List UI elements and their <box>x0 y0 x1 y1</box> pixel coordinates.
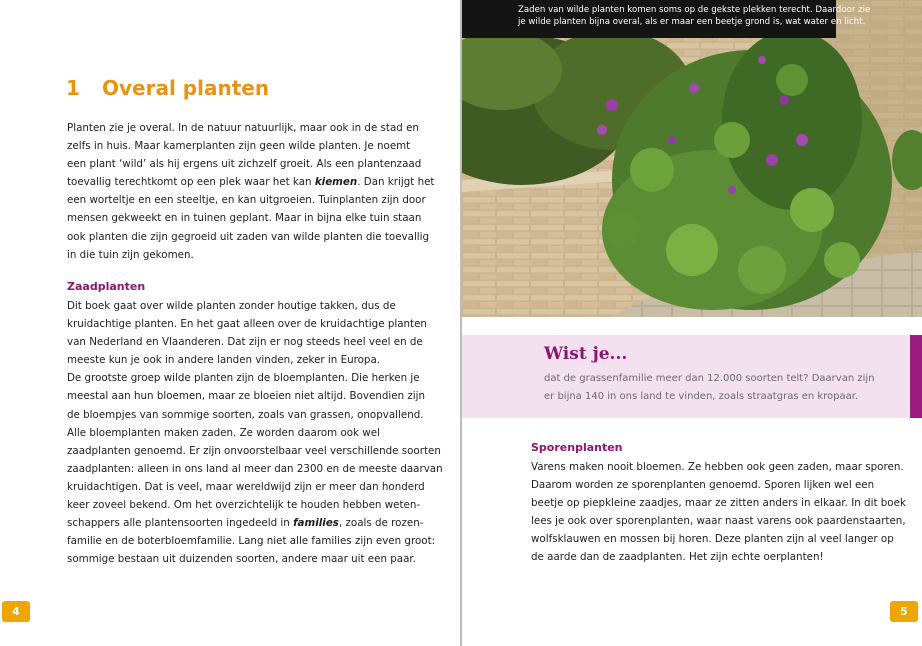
text-segment: schappers alle plantensoorten ingedeeld in <box>67 517 294 530</box>
text-line: mensen gekweekt en in tuinen geplant. Maar in bijna elke tuin staan <box>67 212 422 225</box>
wist-je-title: Wist je... <box>544 344 628 364</box>
text-line: de aarde dan de zaadplanten. Het zijn echte oerplanten! <box>531 551 824 564</box>
page-number-right: 5 <box>890 601 918 622</box>
text-line: meestal aan hun bloemen, maar ze bloeien niet altijd. Bovendien zijn <box>67 390 426 403</box>
text-line: familie en de boterbloemfamilie. Lang niet alle families zijn even groot: <box>67 535 436 548</box>
text-segment: , zoals de rozen- <box>338 517 424 530</box>
caption-line: Zaden van wilde planten komen soms op de gekste plekken terecht. Daardoor zie <box>518 5 871 15</box>
text-line: sommige bestaan uit duizenden soorten, andere maar uit een paar. <box>67 553 416 566</box>
text-line: meeste kun je ook in andere landen vinden, zeker in Europa. <box>67 354 381 367</box>
mallow-plant-photo <box>462 0 922 317</box>
photo-caption <box>462 0 871 38</box>
text-line: een plant ‘wild’ als hij ergens uit zichzelf groeit. Als een plantenzaad <box>67 158 422 171</box>
intro-paragraph <box>67 119 434 264</box>
photo-illustration <box>462 0 922 317</box>
text-segment: toevallig terechtkomt op een plek waar het kan <box>67 176 315 189</box>
text-line: beetje op piepkleine zaadjes, maar ze zitten anders in elkaar. In dit boek <box>531 497 906 510</box>
sporenplanten-paragraph <box>531 458 906 567</box>
text-line: Dit boek gaat over wilde planten zonder houtige takken, dus de <box>67 300 396 312</box>
text-line: zaadplanten: alleen in ons land al meer dan 2300 en de meeste daarvan <box>67 462 443 475</box>
emphasized-term: kiemen <box>314 176 358 189</box>
page-number-left: 4 <box>2 601 30 622</box>
emphasized-term: families <box>293 517 339 530</box>
text-line: zelfs in huis. Maar kamerplanten zijn geen wilde planten. Je noemt <box>67 140 411 153</box>
text-segment: . Dan krijgt het <box>357 176 435 189</box>
text-line: een worteltje en een steeltje, en kan uitgroeien. Tuinplanten zijn door <box>67 194 426 207</box>
text-line: kruidachtigen. Dat is veel, maar wereldwijd zijn er meer dan honderd <box>67 480 425 493</box>
text-line: kruidachtige planten. En het gaat alleen over de kruidachtige planten <box>67 318 427 331</box>
sporenplanten-heading: Sporenplanten <box>531 441 623 454</box>
text-line: de bloempjes van sommige soorten, zoals van grassen, onopvallend. <box>67 408 424 421</box>
wist-je-text <box>544 370 874 406</box>
right-page <box>462 0 922 646</box>
left-page <box>0 0 460 646</box>
text-line: Daarom worden ze sporenplanten genoemd. Sporen lijken wel een <box>531 479 875 492</box>
text-line: wolfsklauwen en mossen bij horen. Deze planten zijn al veel langer op <box>531 533 894 546</box>
text-line: van Nederland en Vlaanderen. Dat zijn er nog steeds heel veel en de <box>67 336 423 349</box>
text-line: in die tuin zijn gekomen. <box>67 248 194 261</box>
zaadplanten-heading: Zaadplanten <box>67 280 146 293</box>
text-line: Planten zie je overal. In de natuur natuurlijk, maar ook in de stad en <box>67 122 419 134</box>
text-line: Alle bloemplanten maken zaden. Ze worden daarom ook wel <box>67 426 380 439</box>
text-line: zaadplanten genoemd. Er zijn onvoorstelbaar veel verschillende soorten <box>67 444 441 457</box>
chapter-title-text: Overal planten <box>102 76 270 100</box>
text-line: lees je ook over sporenplanten, waar naast varens ook paardenstaarten, <box>531 515 906 528</box>
chapter-number: 1 <box>66 76 80 100</box>
text-line <box>67 514 443 532</box>
text-line: De grootste groep wilde planten zijn de bloemplanten. Die herken je <box>67 372 420 385</box>
text-line: ook planten die zijn gegroeid uit zaden van wilde planten die toevallig <box>67 230 430 243</box>
zaadplanten-paragraph <box>67 297 443 568</box>
chapter-title <box>66 76 269 100</box>
text-line <box>67 173 434 191</box>
caption-line: je wilde planten bijna overal, als er maar een beetje grond is, wat water en licht. <box>518 16 866 27</box>
wist-je-box <box>462 335 922 418</box>
wist-je-accent-bar <box>910 335 922 418</box>
text-line: Varens maken nooit bloemen. Ze hebben ook geen zaden, maar sporen. <box>531 461 904 473</box>
text-line: keer zoveel bekend. Om het overzichtelijk te houden hebben weten- <box>67 499 421 512</box>
wist-je-line: dat de grassenfamilie meer dan 12.000 soorten telt? Daarvan zijn <box>544 373 875 384</box>
wist-je-line: er bijna 140 in ons land te vinden, zoals straatgras en kropaar. <box>544 391 859 402</box>
